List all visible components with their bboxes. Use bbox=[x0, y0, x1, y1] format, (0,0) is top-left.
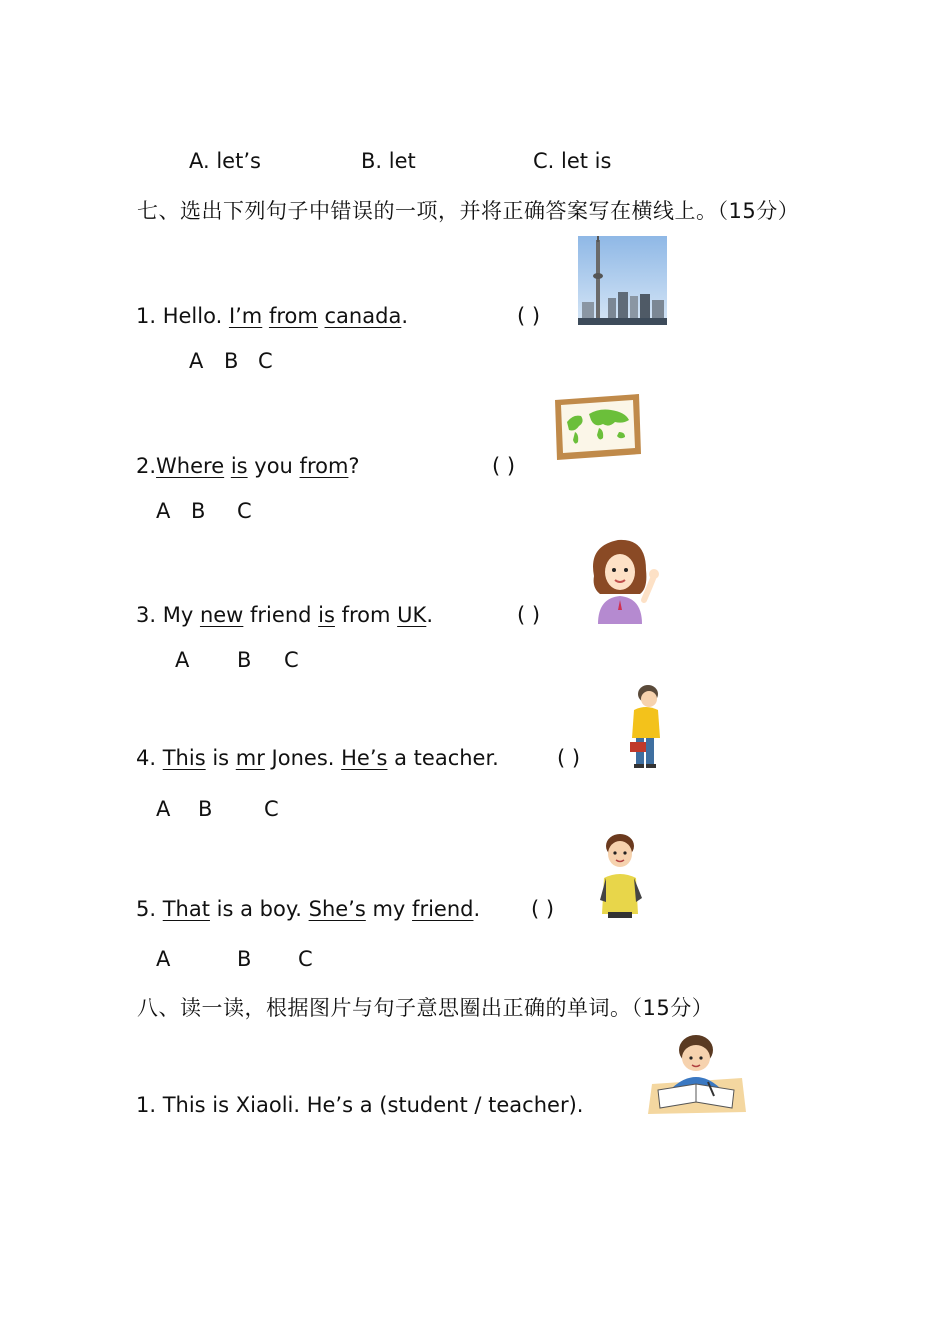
sentence-text: Jones. bbox=[264, 746, 342, 770]
sentence-text: is a boy. bbox=[209, 897, 309, 921]
choice-b: B bbox=[237, 648, 252, 672]
choice-a: A bbox=[189, 349, 204, 373]
choice-a: A bbox=[156, 797, 171, 821]
toronto-skyline-image bbox=[578, 236, 667, 325]
choice-c: C bbox=[298, 947, 313, 971]
sentence-text: My bbox=[162, 603, 200, 627]
underlined-option-b: from bbox=[268, 304, 318, 328]
choice-c: C bbox=[237, 499, 252, 523]
section-8-heading: 八、读一读，根据图片与句子意思圈出正确的单词。（15分） bbox=[137, 996, 714, 1020]
answer-parentheses[interactable]: ( ) bbox=[517, 304, 541, 328]
sentence-text bbox=[318, 304, 325, 328]
underlined-option-a: That bbox=[162, 897, 210, 921]
underlined-option-c: canada bbox=[324, 304, 402, 328]
underlined-option-a: I’m bbox=[228, 304, 263, 328]
sentence-text: you bbox=[247, 454, 300, 478]
underlined-option-b: is bbox=[318, 603, 335, 627]
man-teacher-image bbox=[622, 684, 666, 768]
world-map-image bbox=[553, 392, 642, 462]
girl-waving-image bbox=[580, 536, 666, 624]
sentence-text: friend bbox=[243, 603, 319, 627]
choice-b: B bbox=[191, 499, 206, 523]
sentence-text: . bbox=[401, 304, 408, 328]
sentence-text: my bbox=[365, 897, 413, 921]
sentence-text: Hello. bbox=[162, 304, 229, 328]
choice-b: B bbox=[237, 947, 252, 971]
option-a: A. let’s bbox=[189, 149, 261, 173]
question-number: 3. bbox=[136, 603, 163, 627]
sentence-text: a teacher. bbox=[387, 746, 499, 770]
question-number: 1. bbox=[136, 304, 163, 328]
sentence-text bbox=[224, 454, 231, 478]
question-7-2 bbox=[136, 456, 360, 477]
question-number: 5. bbox=[136, 897, 163, 921]
underlined-option-c: He’s bbox=[341, 746, 388, 770]
choice-a: A bbox=[156, 499, 171, 523]
sentence-text: . bbox=[426, 603, 433, 627]
underlined-option-c: UK bbox=[397, 603, 427, 627]
underlined-option-b: mr bbox=[235, 746, 265, 770]
choice-a: A bbox=[156, 947, 171, 971]
answer-parentheses[interactable]: ( ) bbox=[531, 897, 555, 921]
sentence-text: from bbox=[334, 603, 398, 627]
sentence-text: is bbox=[205, 746, 236, 770]
question-number: 2. bbox=[136, 454, 157, 478]
student-writing-image bbox=[648, 1032, 746, 1114]
underlined-option-b: She’s bbox=[308, 897, 366, 921]
underlined-option-a: new bbox=[199, 603, 244, 627]
choice-a: A bbox=[175, 648, 190, 672]
underlined-option-a: This bbox=[162, 746, 206, 770]
boy-image bbox=[596, 832, 648, 918]
underlined-option-a: Where bbox=[156, 454, 225, 478]
sentence-text bbox=[262, 304, 269, 328]
choice-b: B bbox=[198, 797, 213, 821]
underlined-option-b: is bbox=[230, 454, 248, 478]
sentence-text: . bbox=[473, 897, 481, 921]
answer-parentheses[interactable]: ( ) bbox=[517, 603, 541, 627]
choice-b: B bbox=[224, 349, 239, 373]
underlined-option-c: friend bbox=[412, 897, 474, 921]
answer-parentheses[interactable]: ( ) bbox=[492, 454, 516, 478]
answer-parentheses[interactable]: ( ) bbox=[557, 746, 581, 770]
question-7-1 bbox=[136, 306, 408, 327]
question-7-5 bbox=[136, 899, 480, 920]
question-7-4 bbox=[136, 748, 499, 769]
question-8-1: 1. This is Xiaoli. He’s a (student / teacher). bbox=[136, 1093, 584, 1117]
choice-c: C bbox=[284, 648, 299, 672]
question-number: 4. bbox=[136, 746, 163, 770]
choice-c: C bbox=[264, 797, 279, 821]
underlined-option-c: from bbox=[299, 454, 349, 478]
section-7-heading: 七、选出下列句子中错误的一项，并将正确答案写在横线上。（15分） bbox=[137, 199, 800, 223]
option-c: C. let is bbox=[533, 149, 612, 173]
sentence-text: ? bbox=[348, 454, 360, 478]
option-b: B. let bbox=[361, 149, 416, 173]
choice-c: C bbox=[258, 349, 273, 373]
question-7-3 bbox=[136, 605, 433, 626]
